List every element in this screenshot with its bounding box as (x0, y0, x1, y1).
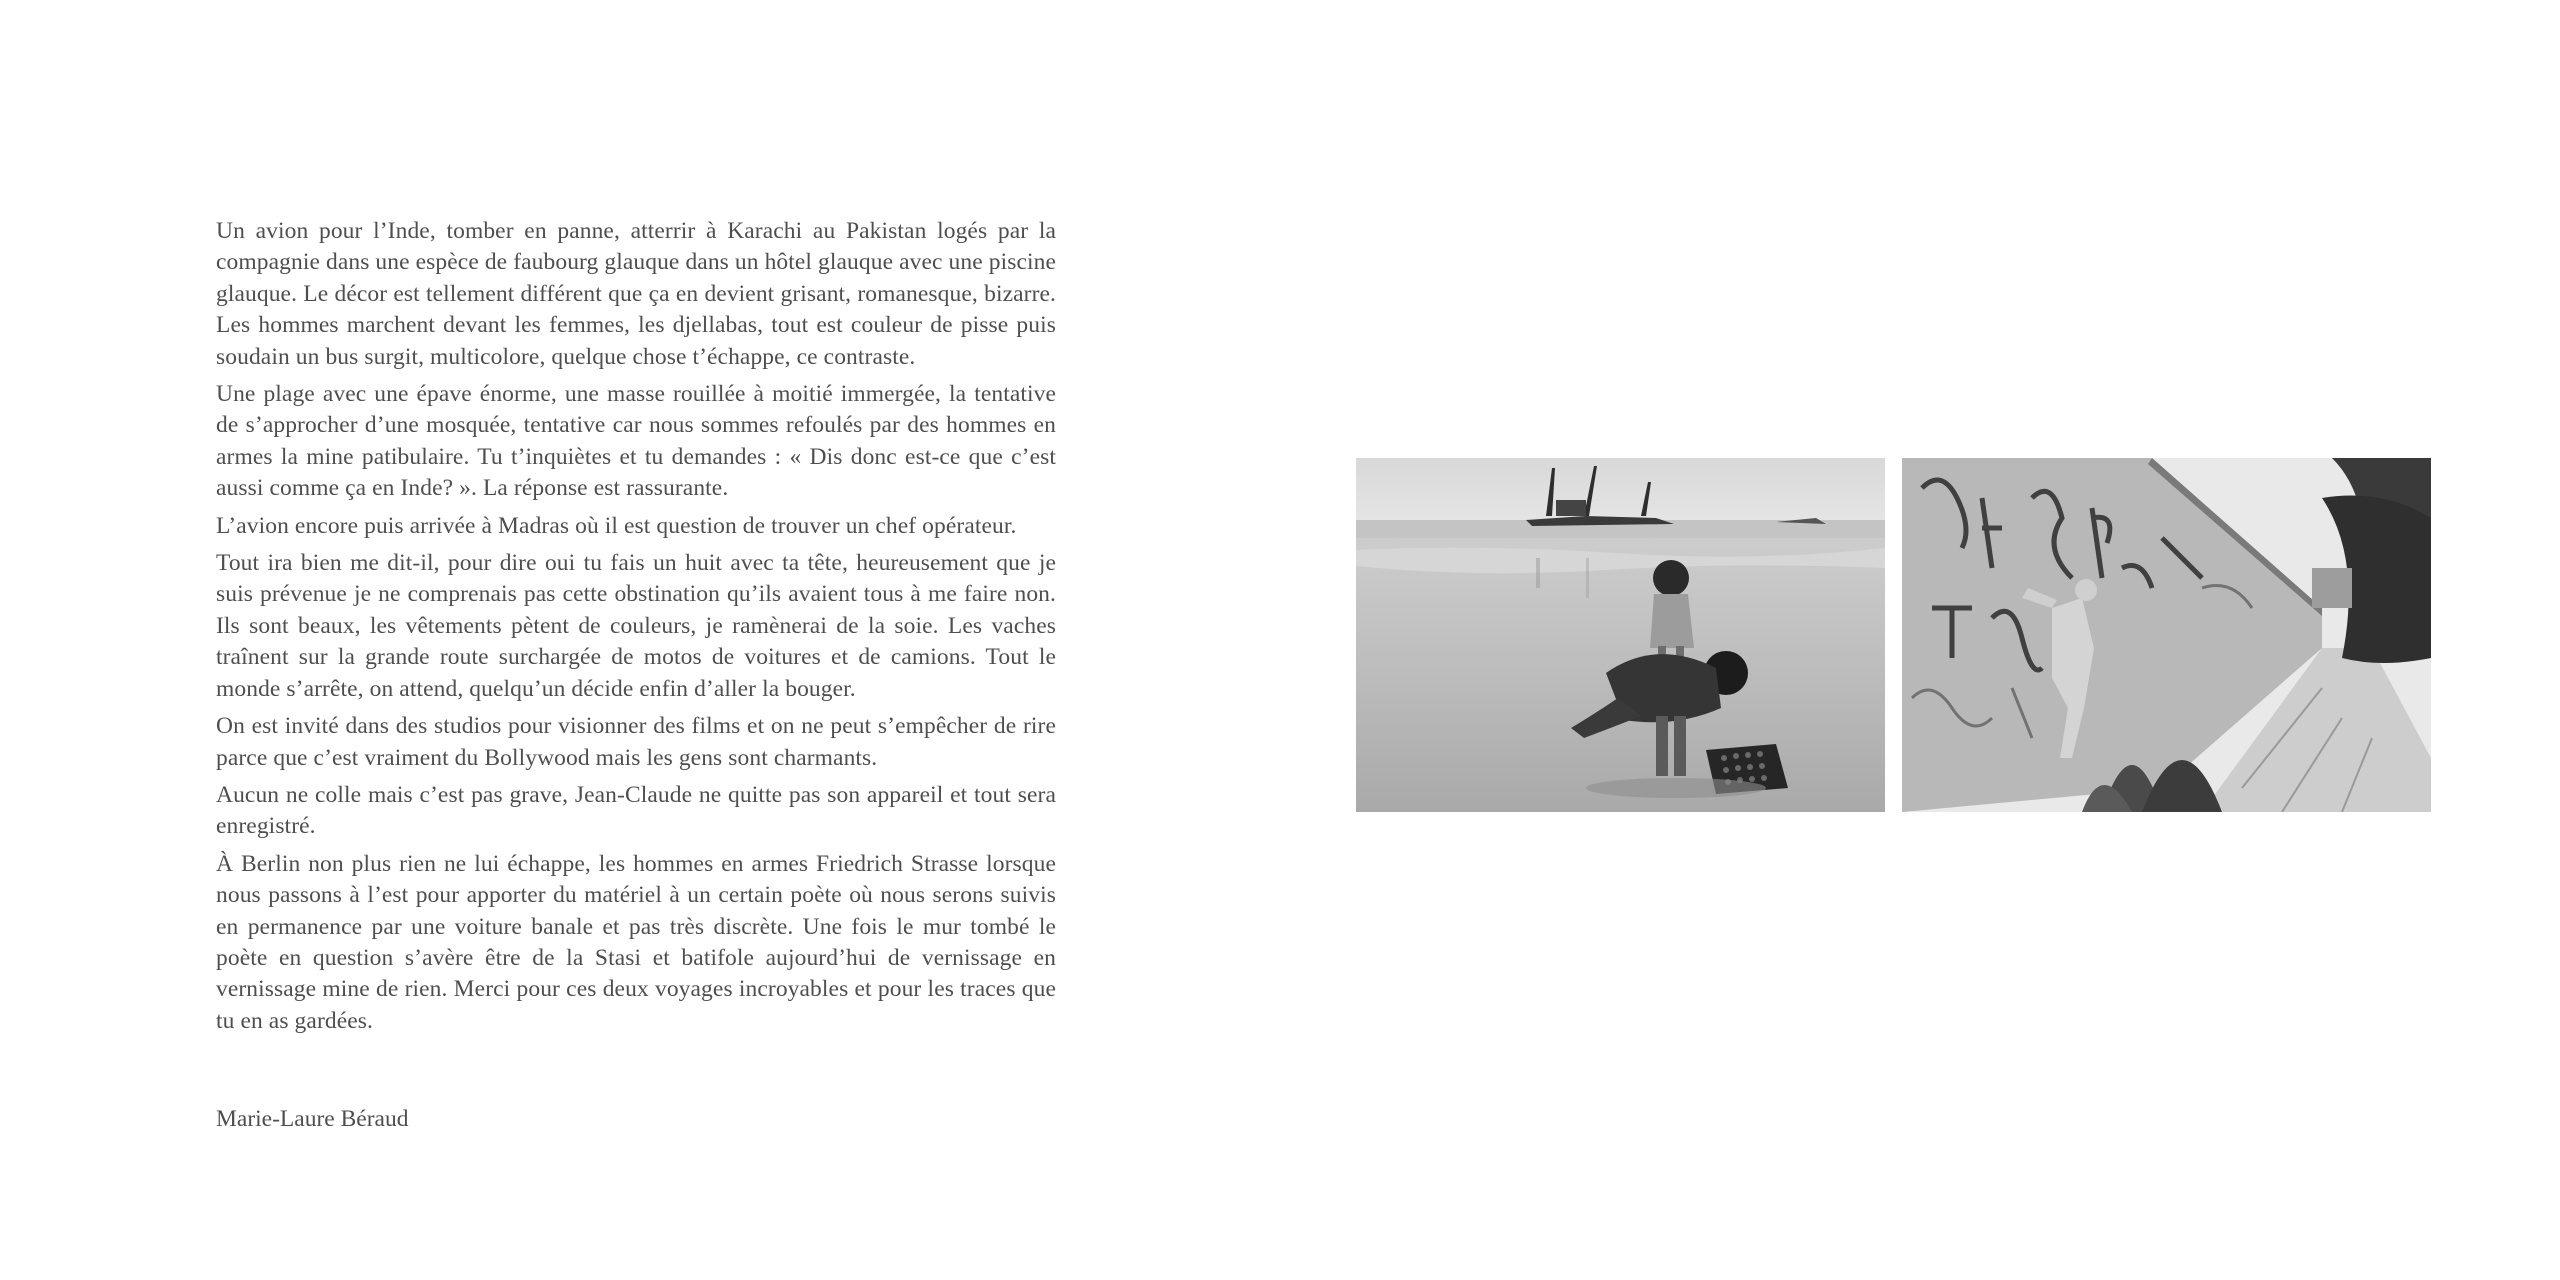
beach-shipwreck-children-photo (1356, 458, 1885, 812)
berlin-wall-graffiti-photo (1902, 458, 2431, 812)
paragraph-bollywood: On est invité dans des studios pour visionner des films et on ne peut s’empêcher de rire parce que c’est vraiment du Bollywood mais les gens sont charmants. (216, 713, 1056, 771)
paragraph-india: Tout ira bien me dit-il, pour dire oui tu fais un huit avec ta tête, heureusement que je suis prévenue je ne comprenais pas cette obstination qu’ils avaient tous à me faire non. Ils sont beaux, les vêtements pètent de couleurs, je ramènerai de la soie. Les vaches traînent sur la grande route surchargée de motos de voitures et de camions. Tout le monde s’arrête, on attend, quelqu’un décide enfin d’aller la bouger. (216, 550, 1056, 702)
text-column (216, 216, 1056, 1043)
beach-photo-graphic (1356, 458, 1885, 812)
paragraph-beach: Une plage avec une épave énorme, une masse rouillée à moitié immergée, la tentative de s’approcher d’une mosquée, tentative car nous sommes refoulés par des hommes en armes la mine patibulaire. Tu t’inquiètes et tu demandes : « Dis donc est-ce que c’est aussi comme ça en Inde? ». La réponse est rassurante. (216, 381, 1056, 502)
paragraph-madras: L’avion encore puis arrivée à Madras où il est question de trouver un chef opérateur. (216, 512, 1017, 539)
paragraph-karachi: Un avion pour l’Inde, tomber en panne, atterrir à Karachi au Pakistan logés par la compagnie dans une espèce de faubourg glauque dans un hôtel glauque avec une piscine glauque. Le décor est tellement différent que ça en devient grisant, romanesque, bizarre. Les hommes marchent devant les femmes, les djellabas, tout est couleur de pisse puis soudain un bus surgit, multicolore, quelque chose t’échappe, ce contraste. (216, 218, 1056, 370)
author-signature: Marie-Laure Béraud (216, 1106, 409, 1132)
paragraph-jean-claude: Aucun ne colle mais c’est pas grave, Jean-Claude ne quitte pas son appareil et tout sera enregistré. (216, 781, 1056, 840)
paragraph-berlin: À Berlin non plus rien ne lui échappe, les hommes en armes Friedrich Strasse lorsque nous passons à l’est pour apporter du matériel à un certain poète où nous serons suivis en permanence par une voiture banale et pas très discrète. Une fois le mur tombé le poète en question s’avère être de la Stasi et batifole aujourd’hui de vernissage en vernissage mine de rien. Merci pour ces deux voyages incroyables et pour les traces que tu en as gardées. (216, 850, 1056, 1034)
berlin-photo-graphic (1902, 458, 2431, 812)
